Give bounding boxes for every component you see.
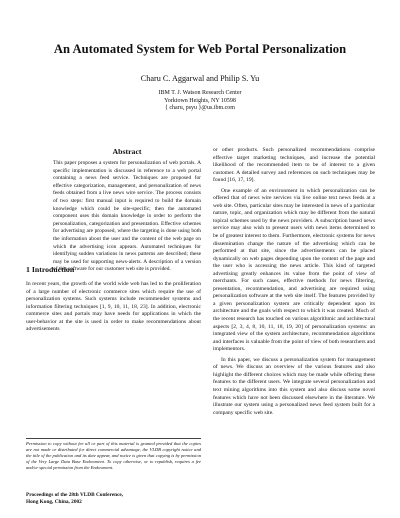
paper-authors: Charu C. Aggarwal and Philip S. Yu bbox=[140, 74, 260, 83]
paper-title: An Automated System for Web Portal Personalization bbox=[53, 42, 347, 56]
body-paragraph: One example of an environment in which personalization can be offered that of news wire services via live online text news feeds at a web site. Often, particular sites may be interested in news of a particular nature, topic, and organization which may be different from the natural topical schemes used by the news providers. A subscription based news service may also wish to present users with news items determined to be of greatest interest to them. Furthermore, electronic systems for news dissemination change the nature of the advertising which can be performed at that site, since the advertisements can be placed dynamically on web pages depending upon the content of the page and the user who is accessing the news article. This kind of targeted advertising greatly enhances its value from the point of view of merchants. For such cases, effective methods for news filtering, presentation, recommendation, and advertising are required using personalization software at the web site itself. The features provided by a given personalization system are critically dependent upon its architecture and the goals with respect to which it was created. Much of the recent research has touched on various algorithmic and architectural aspects [2, 3, 4, 8, 10, 11, 18, 19, 20] of personalization systems: an integrated view of the system architecture, recommendation algorithms and interfaces is valuable from the point of view of both researchers and implementors. bbox=[213, 187, 375, 353]
affiliation-institution: IBM T. J. Watson Research Center bbox=[158, 90, 242, 96]
body-paragraph: In this paper, we discuss a personalization system for management of news. We discuss an overview of the various features and also highlight the different choices which may be made while offering these features to the different users. We integrate several personalization and text mining algorithms into this system and also discuss some novel features which have not been discussed elsewhere in the literature. We illustrate our system using a personalized news feed system built for a company specific web site. bbox=[213, 356, 375, 416]
proceedings-note bbox=[26, 492, 201, 506]
introduction-heading: 1 Introduction bbox=[26, 265, 75, 274]
footnote-divider bbox=[26, 438, 201, 439]
affiliation-address: Yorktown Heights, NY 10598 bbox=[164, 97, 236, 104]
permission-footnote: Permission to copy without fee all or part of this material is granted provided that the copies are not made or distributed for direct commercial advantage, the VLDB copyright notice and the title of the publication and its date appear, and notice is given that copying is by permission of the Very Large Data Base Endowment. To copy otherwise, or to republish, requires a fee and/or special permission from the Endowment. bbox=[26, 441, 201, 470]
affiliation-email: { charu, psyu }@us.ibm.com bbox=[165, 105, 235, 112]
affiliation-block bbox=[0, 90, 400, 113]
abstract-heading: Abstract bbox=[112, 147, 142, 156]
abstract-text: This paper proposes a system for personalization of web portals. A specific implementation is discussed in reference to a web portal containing a news feed service. Techniques are proposed for effective categorization, management, and personalization of news feeds obtained from a live news wire service. The process consists of two steps: first manual input is required to build the domain knowledge which could be site-specific; then the automated component uses this domain knowledge in order to perform the personalization, categorization and presentation. Effective schemes for advertising are proposed, where the targeting is done using both the information about the user and the content of the web page on which the advertising icon appears. Automated techniques for identifying sudden variations in news patterns are described; these may be used for supporting news-alerts. A description of a version of this software for our customer web site is provided. bbox=[53, 160, 201, 273]
introduction-text: In recent years, the growth of the world wide web has led to the proliferation of a large number of electronic commerce sites which require the use of personalization systems. Such systems include recommender systems and information filtering techniques [1, 9, 10, 11, 18, 23]. In addition, electronic commerce sites and portals may have needs for applications in which the user-behavior at the site is used in order to make recommendations about advertisements bbox=[26, 281, 201, 333]
body-paragraph: or other products. Such personalized recommendations comprise effective target marketing techniques, and increase the potential likelihood of the recommended item to be of interest to a given customer. A detailed survey and references on such techniques may be found [16, 17, 19]. bbox=[213, 147, 375, 184]
proceedings-location: Hong Kong, China, 2002 bbox=[26, 498, 82, 505]
proceedings-conference: Proceedings of the 28th VLDB Conference, bbox=[26, 492, 124, 498]
right-column bbox=[213, 147, 375, 420]
